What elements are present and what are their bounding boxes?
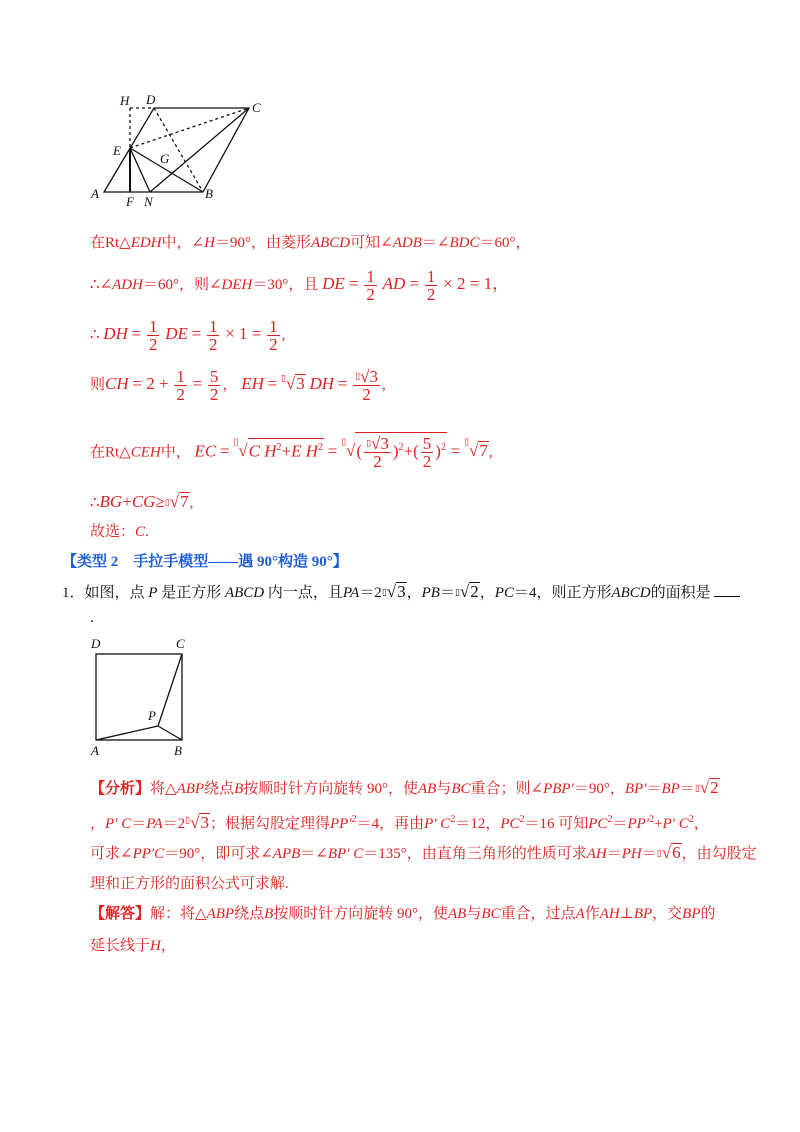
diagonal-db-dashed — [154, 108, 203, 192]
solution-line-1: 在Rt△EDH中，∠H＝90°，由菱形ABCD可知∠ADB＝∠BDC＝60°， — [90, 235, 531, 251]
label-a: A — [91, 186, 99, 201]
answer-line-1: 【解答】解：将△ABP绕点B按顺时针方向旋转 90°，使AB与BC重合，过点A作AH⊥BP，交BP的 — [90, 906, 716, 922]
label-c: C — [252, 100, 261, 115]
analysis-line-3: 可求∠PP′C＝90°，即可求∠APB＝∠BP′ C＝135°，由直角三角形的性质可求AH＝PH＝▯√6，由勾股定 — [90, 843, 757, 862]
label-d: D — [146, 92, 156, 107]
solution-line-3: ∴ DH = $\frac{1}{2}$ DE = $\frac{1}{2}$ × 1 = $\frac{1}{2}$ , — [90, 317, 286, 354]
label-b: B — [205, 186, 213, 201]
label-g: G — [160, 151, 170, 166]
solution-line-2: ∴∠ADH＝60°，则∠DEH＝30°，且 DE = $\frac{1}{2}$ AD = $\frac{1}{2}$ × 2 = 1， — [90, 267, 510, 304]
answer-line-2: 延长线于H， — [90, 938, 176, 954]
label-p2: P — [148, 708, 156, 723]
label-h: H — [120, 93, 130, 108]
analysis-line-1: 【分析】将△ABP绕点B按顺时针方向旋转 90°，使AB与BC重合；则∠PBP′＝90°，BP′＝BP＝▯√2 — [90, 778, 719, 797]
segment-pb — [158, 726, 182, 740]
answer-blank[interactable] — [714, 596, 740, 597]
problem-1-dot: . — [90, 610, 94, 626]
label-b2: B — [174, 743, 182, 758]
label-e: E — [113, 143, 121, 158]
square-figure — [86, 634, 196, 760]
segment-pc — [158, 654, 182, 726]
label-d2: D — [91, 636, 101, 651]
analysis-line-4: 理和正方形的面积公式可求解. — [90, 876, 289, 892]
solution-line-5: 在Rt△CEH中， EC = ▯√C $H^2+E$ $H^2 = ^▯√$( $\frac{^▯√3}{2}$ )$^2$+( $\frac{5}{2}$ )$^2$ = ▯√7, — [90, 434, 493, 471]
problem-1-text: 1．如图，点 P 是正方形 ABCD 内一点，且PA＝2▯√3，PB＝▯√2，PC＝4，则正方形ABCD的面积是 — [62, 582, 740, 603]
label-a2: A — [91, 743, 99, 758]
solution-line-4: 则CH = 2 + $\frac{1}{2}$ = $\frac{5}{2}$ ， EH = ▯√3 DH = $\frac{^▯√3}{2}$ , — [90, 367, 386, 404]
square-abcd — [96, 654, 182, 740]
label-n: N — [144, 194, 153, 209]
solution-line-6: ∴BG+CG≥▯√7, — [90, 492, 194, 511]
segment-ap — [96, 726, 158, 740]
label-c2: C — [176, 636, 185, 651]
analysis-line-2: ，P′ C＝PA＝2▯√3；根据勾股定理得$PP'^2=4$，再由P′ $C^2=12$，$PC^2=16$ 可知$PC^2=PP'^2+P'$ $C^2$， — [90, 813, 709, 832]
rhombus-abcd — [104, 108, 249, 192]
label-f: F — [126, 194, 134, 209]
rhombus-figure — [88, 92, 278, 212]
fraction-half: $\frac{1}{2}$ — [366, 267, 375, 304]
segment-ec-dashed — [130, 108, 249, 148]
segment-nc — [150, 108, 249, 192]
solution-line-7: 故选：C. — [90, 524, 149, 540]
section-title: 【类型 2 手拉手模型——遇 90°构造 90°】 — [62, 554, 348, 570]
